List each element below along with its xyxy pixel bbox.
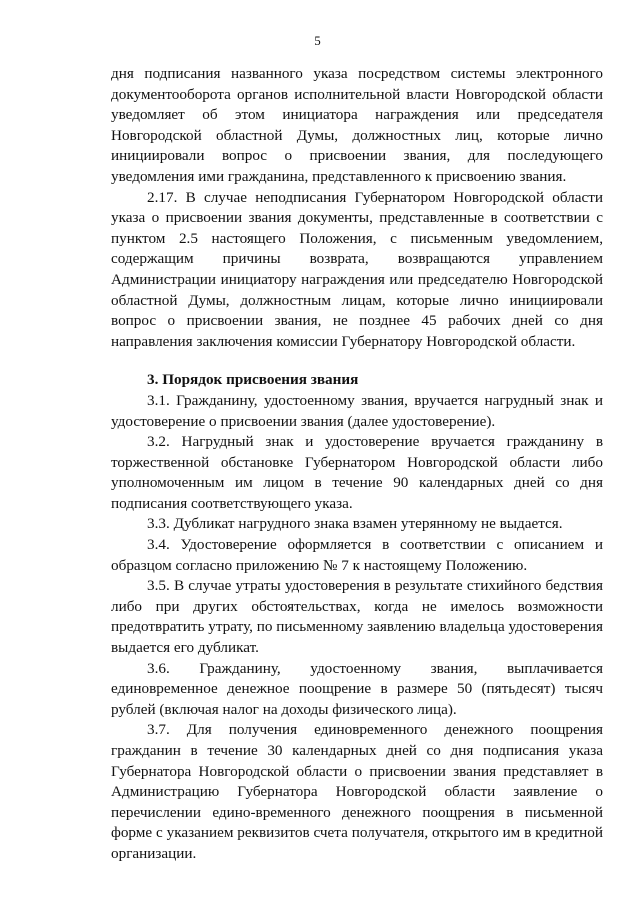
section-3-heading: 3. Порядок присвоения звания	[147, 371, 359, 389]
paragraph-3-3: 3.3. Дубликат нагрудного знака взамен утерянному не выдается.	[147, 515, 563, 533]
paragraph-continuation: дня подписания названного указа посредством системы электронного документооборота органов исполнительной власти Новгородской области уведомляет об этом инициатора награждения или председателя Новгородской областной Думы, должностных лиц, которые лично инициировали вопрос о присвоении звания, для последующего уведомления ими гражданина, представленного к присвоению звания.	[111, 65, 603, 185]
paragraph-3-4: 3.4. Удостоверение оформляется в соответствии с описанием и образцом согласно приложению № 7 к настоящему Положению.	[111, 536, 603, 574]
paragraph-3-5: 3.5. В случае утраты удостоверения в результате стихийного бедствия либо при других обстоятельствах, когда не имелось возможности предотвратить утрату, по письменному заявлению владельца удостоверения выдается его дубликат.	[111, 577, 603, 657]
paragraph-2-17: 2.17. В случае неподписания Губернатором Новгородской области указа о присвоении звания документы, представленные в соответствии с пунктом 2.5 настоящего Положения, с письменным уведомлением, содержащим причины возврата, возвращаются управлением Администрации инициатору награждения или председателю Новгородской областной Думы, должностным лицам, которые лично инициировали вопрос о присвоении звания, не позднее 45 рабочих дней со дня направления заключения комиссии Губернатору Новгородской области.	[111, 188, 603, 350]
document-body	[111, 64, 603, 865]
paragraph-3-6: 3.6. Гражданину, удостоенному звания, выплачивается единовременное денежное поощрение в размере 50 (пятьдесят) тысяч рублей (включая налог на доходы физического лица).	[111, 659, 603, 718]
paragraph-3-2: 3.2. Нагрудный знак и удостоверение вручается гражданину в торжественной обстановке Губернатором Новгородской области либо уполномоченным им лицом в течение 90 календарных дней со дня подписания соответствующего указа.	[111, 433, 603, 512]
page-number: 5	[314, 33, 321, 48]
paragraph-3-1: 3.1. Гражданину, удостоенному звания, вручается нагрудный знак и удостоверение о присвоении звания (далее удостоверение).	[111, 391, 603, 430]
paragraph-3-7: 3.7. Для получения единовременного денежного поощрения гражданин в течение 30 календарных дней со дня подписания указа Губернатора Новгородской области о присвоении звания представляет в Администрацию Губернатора Новгородской области заявление о перечислении едино-временного денежного поощрения в письменной форме с указанием реквизитов счета получателя, открытого им в кредитной организации.	[111, 721, 603, 862]
